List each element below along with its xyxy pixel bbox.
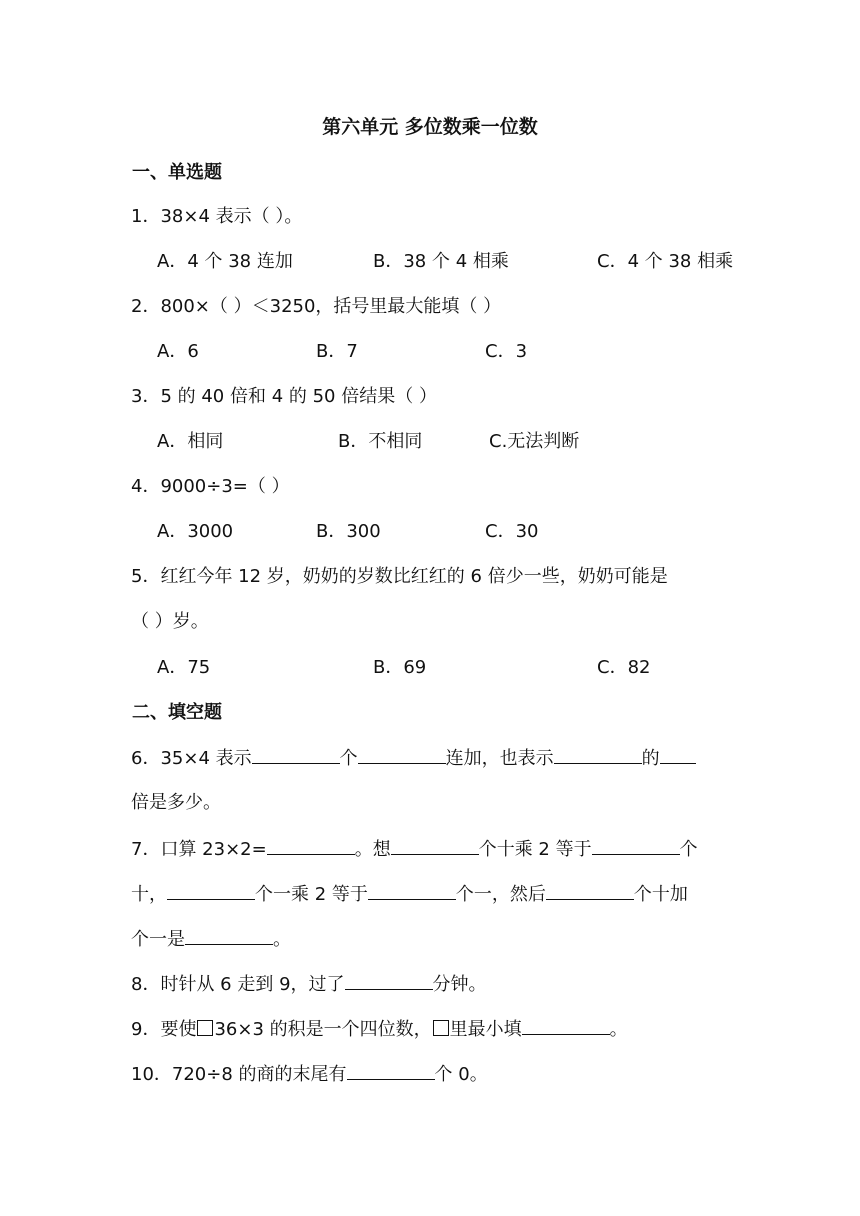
question-6-line-1 bbox=[131, 745, 696, 772]
answer-blank[interactable] bbox=[252, 745, 340, 764]
answer-blank[interactable] bbox=[391, 836, 479, 855]
question-4-option-b: B．300 bbox=[316, 521, 381, 542]
question-7-line-1 bbox=[131, 836, 698, 863]
answer-blank[interactable] bbox=[592, 836, 680, 855]
answer-blank[interactable] bbox=[185, 926, 273, 945]
question-10-text: 个 0。 bbox=[434, 1064, 488, 1085]
question-5-stem-line-2: （ ）岁。 bbox=[131, 611, 209, 632]
question-7-text: 。 bbox=[273, 929, 291, 950]
question-7-text: 个一，然后 bbox=[455, 884, 546, 905]
question-9-text: 里最小填 bbox=[449, 1019, 522, 1040]
question-9-text: 9．要使 bbox=[131, 1019, 197, 1040]
answer-blank[interactable] bbox=[368, 881, 456, 900]
question-4-option-c: C．30 bbox=[485, 521, 539, 542]
answer-blank[interactable] bbox=[522, 1016, 610, 1035]
question-5-option-c: C．82 bbox=[597, 657, 651, 678]
question-1-option-b: B．38 个 4 相乘 bbox=[373, 251, 509, 272]
question-1-option-a: A．4 个 38 连加 bbox=[157, 251, 293, 272]
answer-blank[interactable] bbox=[267, 836, 355, 855]
question-7-text: 个一乘 2 等于 bbox=[255, 884, 368, 905]
question-7-text: 7．口算 23×2= bbox=[131, 839, 267, 860]
question-2-option-a: A．6 bbox=[157, 341, 199, 362]
question-10-text: 10．720÷8 的商的末尾有 bbox=[131, 1064, 347, 1085]
question-8-text: 8．时针从 6 走到 9，过了 bbox=[131, 974, 345, 995]
section-heading-fill-in: 二、填空题 bbox=[132, 702, 222, 723]
question-3-stem: 3．5 的 40 倍和 4 的 50 倍结果（ ） bbox=[131, 386, 437, 407]
question-8-line bbox=[131, 971, 487, 998]
question-5-stem-line-1: 5．红红今年 12 岁，奶奶的岁数比红红的 6 倍少一些，奶奶可能是 bbox=[131, 566, 668, 587]
page-title: 第六单元 多位数乘一位数 bbox=[322, 116, 538, 138]
answer-blank[interactable] bbox=[167, 881, 255, 900]
question-3-option-a: A．相同 bbox=[157, 431, 224, 452]
answer-blank[interactable] bbox=[358, 745, 446, 764]
section-heading-single-choice: 一、单选题 bbox=[132, 162, 222, 183]
question-7-line-3 bbox=[131, 926, 291, 953]
question-2-stem: 2．800×（ ）＜3250，括号里最大能填（ ） bbox=[131, 296, 502, 317]
square-placeholder-icon bbox=[433, 1020, 449, 1036]
question-7-text: 。想 bbox=[354, 839, 391, 860]
question-5-option-a: A．75 bbox=[157, 657, 211, 678]
question-3-option-c: C.无法判断 bbox=[489, 431, 580, 452]
square-placeholder-icon bbox=[197, 1020, 213, 1036]
question-6-text: 的 bbox=[641, 748, 660, 769]
answer-blank[interactable] bbox=[347, 1061, 435, 1080]
question-7-text: 十， bbox=[131, 884, 167, 905]
question-4-option-a: A．3000 bbox=[157, 521, 234, 542]
answer-blank[interactable] bbox=[554, 745, 642, 764]
question-1-stem: 1．38×4 表示（ ）。 bbox=[131, 206, 303, 227]
question-1-option-c: C．4 个 38 相乘 bbox=[597, 251, 734, 272]
question-2-option-c: C．3 bbox=[485, 341, 528, 362]
question-6-line-2: 倍是多少。 bbox=[131, 792, 221, 813]
question-6-text: 连加，也表示 bbox=[445, 748, 554, 769]
question-2-option-b: B．7 bbox=[316, 341, 358, 362]
question-8-text: 分钟。 bbox=[432, 974, 487, 995]
question-4-stem: 4．9000÷3=（ ） bbox=[131, 476, 290, 497]
question-9-text: 。 bbox=[609, 1019, 628, 1040]
answer-blank[interactable] bbox=[660, 745, 696, 764]
question-10-line bbox=[131, 1061, 488, 1088]
question-6-text: 6．35×4 表示 bbox=[131, 748, 252, 769]
question-7-text: 个十加 bbox=[633, 884, 688, 905]
question-3-option-b: B．不相同 bbox=[338, 431, 423, 452]
question-7-text: 个一是 bbox=[131, 929, 185, 950]
question-9-text: 36×3 的积是一个四位数， bbox=[214, 1019, 432, 1040]
question-6-text: 个 bbox=[339, 748, 358, 769]
question-9-line bbox=[131, 1016, 628, 1043]
question-7-text: 个十乘 2 等于 bbox=[478, 839, 592, 860]
question-7-line-2 bbox=[131, 881, 688, 908]
answer-blank[interactable] bbox=[345, 971, 433, 990]
question-5-option-b: B．69 bbox=[373, 657, 427, 678]
answer-blank[interactable] bbox=[546, 881, 634, 900]
question-7-text: 个 bbox=[679, 839, 698, 860]
